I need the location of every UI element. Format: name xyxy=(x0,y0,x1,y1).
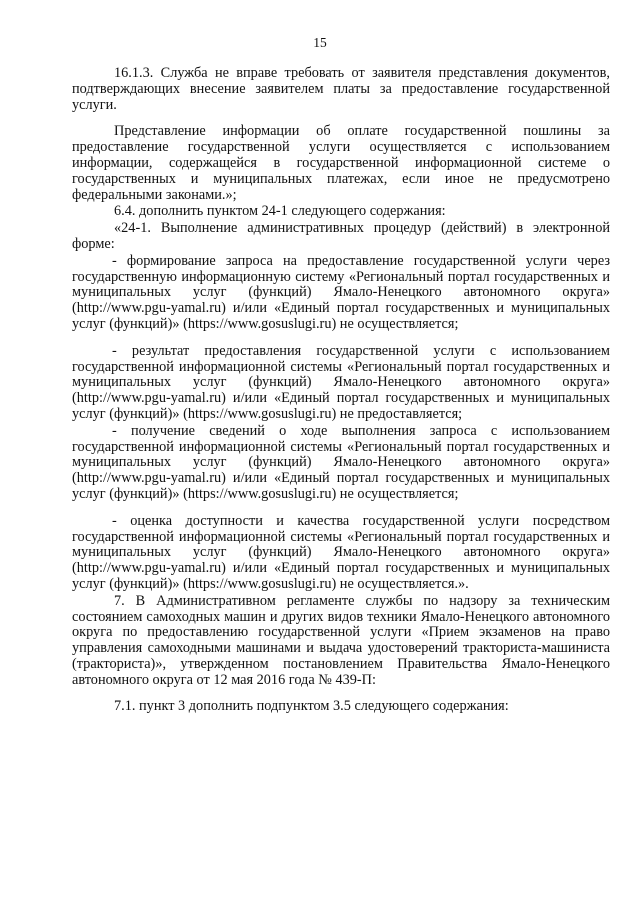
paragraph-6-4: 6.4. дополнить пунктом 24-1 следующего содержания: xyxy=(114,203,446,220)
document-body xyxy=(72,66,610,716)
page-number: 15 xyxy=(313,35,327,50)
paragraph-payment-info: Представление информации об оплате государственной пошлины за предоставление государственной услуги осуществляется с использованием информации, содержащейся в государственной информационной системе о государственных и муниципальных платежах, если иное не предусмотрено федеральными законами.»; xyxy=(72,123,610,203)
list-item-request-status: - получение сведений о ходе выполнения запроса с использованием государственной информационной системы «Региональный портал государственных и муниципальных услуг (функций) Ямало-Ненецкого автономного округа» (http://www.pgu-yamal.ru) и/или «Единый портал государственных и муниципальных услуг (функций)» (https://www.gosuslugi.ru) не осуществляется; xyxy=(72,422,610,502)
paragraph-7-1: 7.1. пункт 3 дополнить подпунктом 3.5 следующего содержания: xyxy=(114,698,509,715)
list-item-quality-assessment: - оценка доступности и качества государственной услуги посредством государственной информационной системы «Региональный портал государственных и муниципальных услуг (функций) Ямало-Ненецкого автономного округа» (http://www.pgu-yamal.ru) и/или «Единый портал государственных и муниципальных услуг (функций)» (https://www.gosuslugi.ru) не осуществляется.». xyxy=(72,512,610,592)
paragraph-24-1-heading: «24-1. Выполнение административных процедур (действий) в электронной форме: xyxy=(72,220,610,252)
list-item-result-delivery: - результат предоставления государственной услуги с использованием государственной информационной системы «Региональный портал государственных и муниципальных услуг (функций) Ямало-Ненецкого автономного округа» (http://www.pgu-yamal.ru) и/или «Единый портал государственных и муниципальных услуг (функций)» (https://www.gosuslugi.ru) не предоставляется; xyxy=(72,342,610,422)
list-item-request-formation: - формирование запроса на предоставление государственной услуги через государственную информационную систему «Региональный портал государственных и муниципальных услуг (функций) Ямало-Ненецкого автономного округа» (http://www.pgu-yamal.ru) и/или «Единый портал государственных и муниципальных услуг (функций)» (https://www.gosuslugi.ru) не осуществляется; xyxy=(72,252,610,332)
paragraph-7: 7. В Административном регламенте службы по надзору за техническим состоянием самоходных машин и других видов техники Ямало-Ненецкого автономного округа по предоставлению государственной услуги «Прием экзаменов на право управления самоходными машинами и выдача удостоверений тракториста-машиниста (тракториста)», утвержденном постановлением Правительства Ямало-Ненецкого автономного округа от 12 мая 2016 года № 439-П: xyxy=(72,592,610,688)
paragraph-16-1-3: 16.1.3. Служба не вправе требовать от заявителя представления документов, подтверждающих внесение заявителем платы за предоставление государственной услуги. xyxy=(72,65,610,113)
